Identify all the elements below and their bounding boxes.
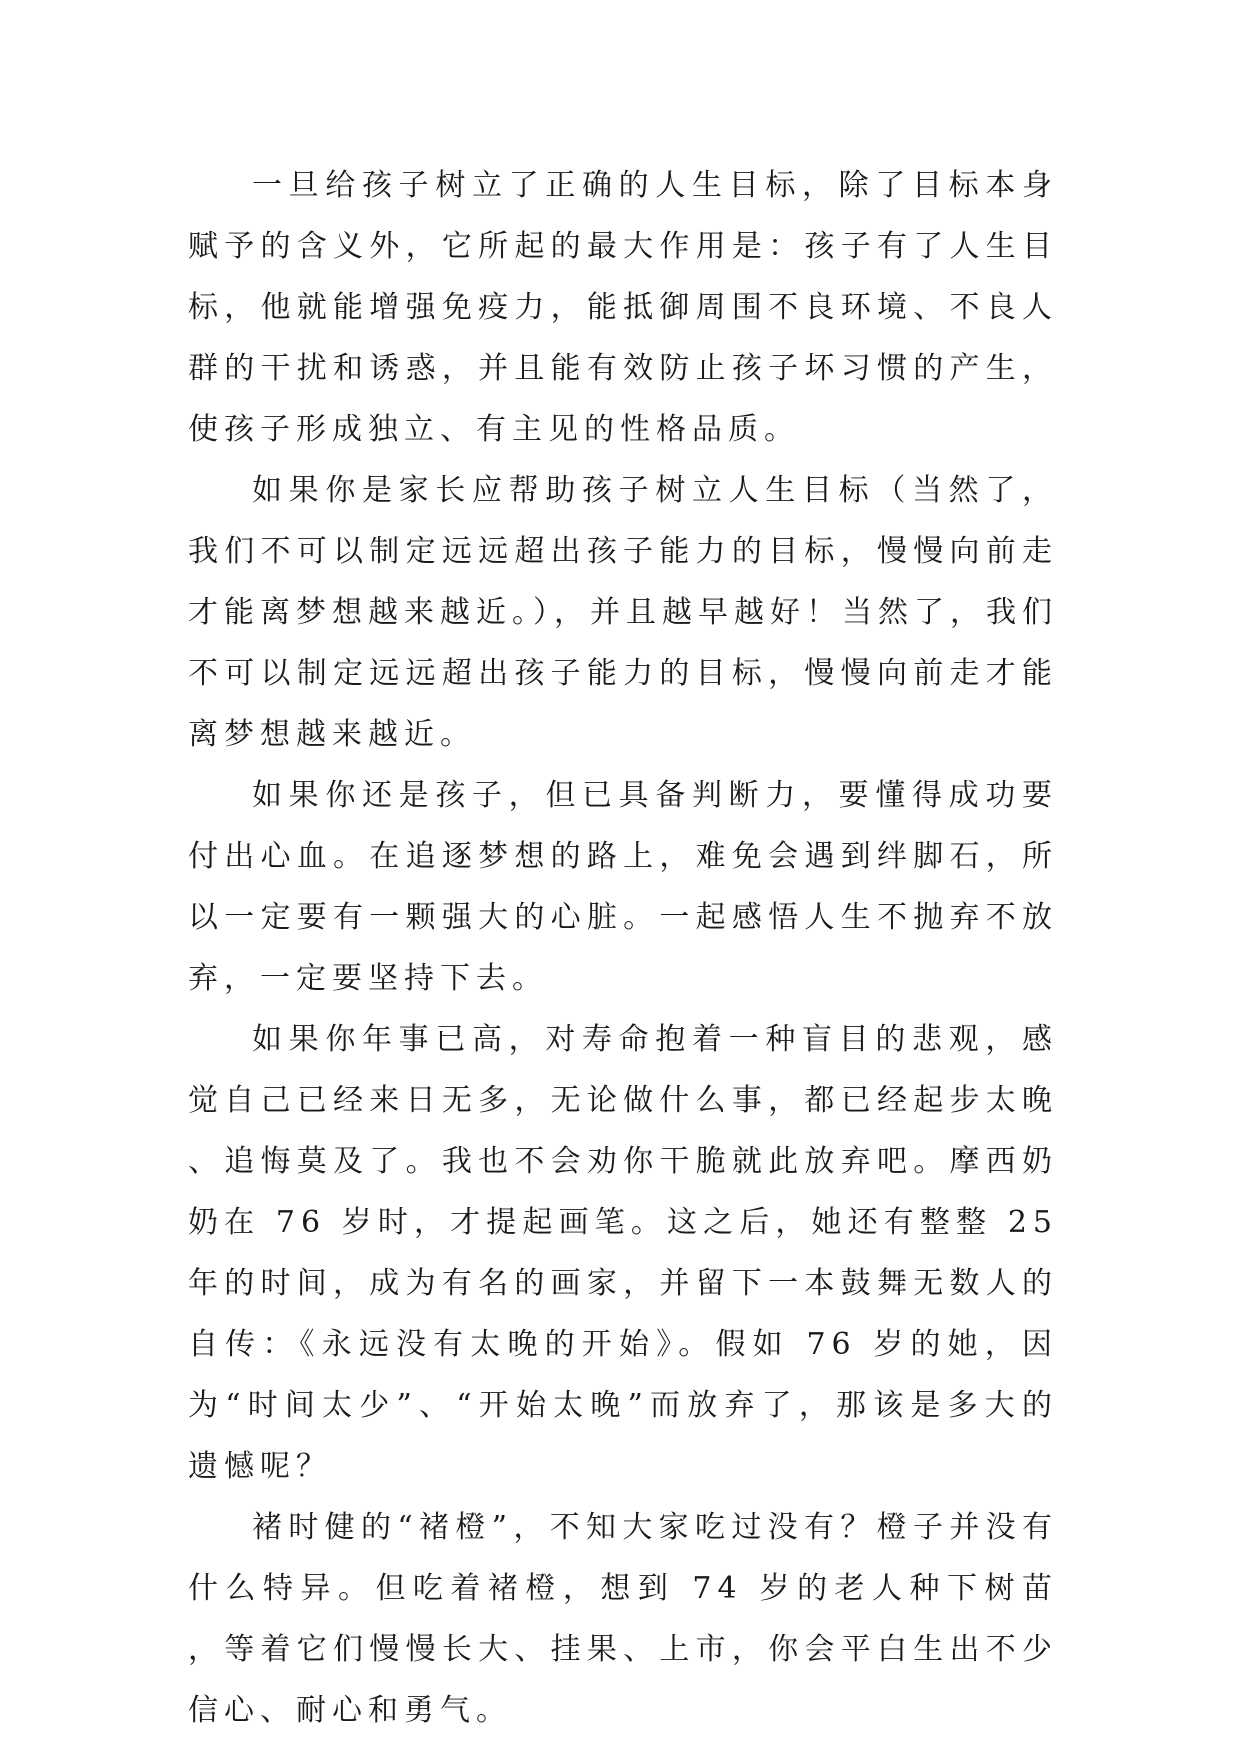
paragraph-elderly-advice: 如果你年事已高，对寿命抱着一种盲目的悲观，感觉自己已经来日无多，无论做什么事，都已经起步太晚、追悔莫及了。我也不会劝你干脆就此放弃吧。摩西奶奶在 76 岁时，才提起画笔。这之后，她还有整整 25 年的时间，成为有名的画家，并留下一本鼓舞无数人的自传：《永远没有太晚的开始》。假如 76 岁的她，因为“时间太少”、“开始太晚”而放弃了，那该是多大的遗憾呢？ bbox=[188, 1022, 1058, 1484]
paragraph-chu-orange: 褚时健的“褚橙”，不知大家吃过没有？橙子并没有什么特异。但吃着褚橙，想到 74 岁的老人种下树苗，等着它们慢慢长大、挂果、上市，你会平白生出不少信心、耐心和勇气。 bbox=[188, 1510, 1058, 1728]
paragraph-goal-setting: 一旦给孩子树立了正确的人生目标，除了目标本身赋予的含义外，它所起的最大作用是：孩子有了人生目标，他就能增强免疫力，能抵御周围不良环境、不良人群的干扰和诱惑，并且能有效防止孩子坏习惯的产生，使孩子形成独立、有主见的性格品质。 bbox=[188, 168, 1058, 447]
document-body bbox=[188, 155, 1058, 1741]
paragraph-parents-advice: 如果你是家长应帮助孩子树立人生目标（当然了，我们不可以制定远远超出孩子能力的目标，慢慢向前走才能离梦想越来越近。），并且越早越好！当然了，我们不可以制定远远超出孩子能力的目标，慢慢向前走才能离梦想越来越近。 bbox=[188, 473, 1058, 752]
paragraph-children-advice: 如果你还是孩子，但已具备判断力，要懂得成功要付出心血。在追逐梦想的路上，难免会遇到绊脚石，所以一定要有一颗强大的心脏。一起感悟人生不抛弃不放弃，一定要坚持下去。 bbox=[188, 778, 1058, 996]
